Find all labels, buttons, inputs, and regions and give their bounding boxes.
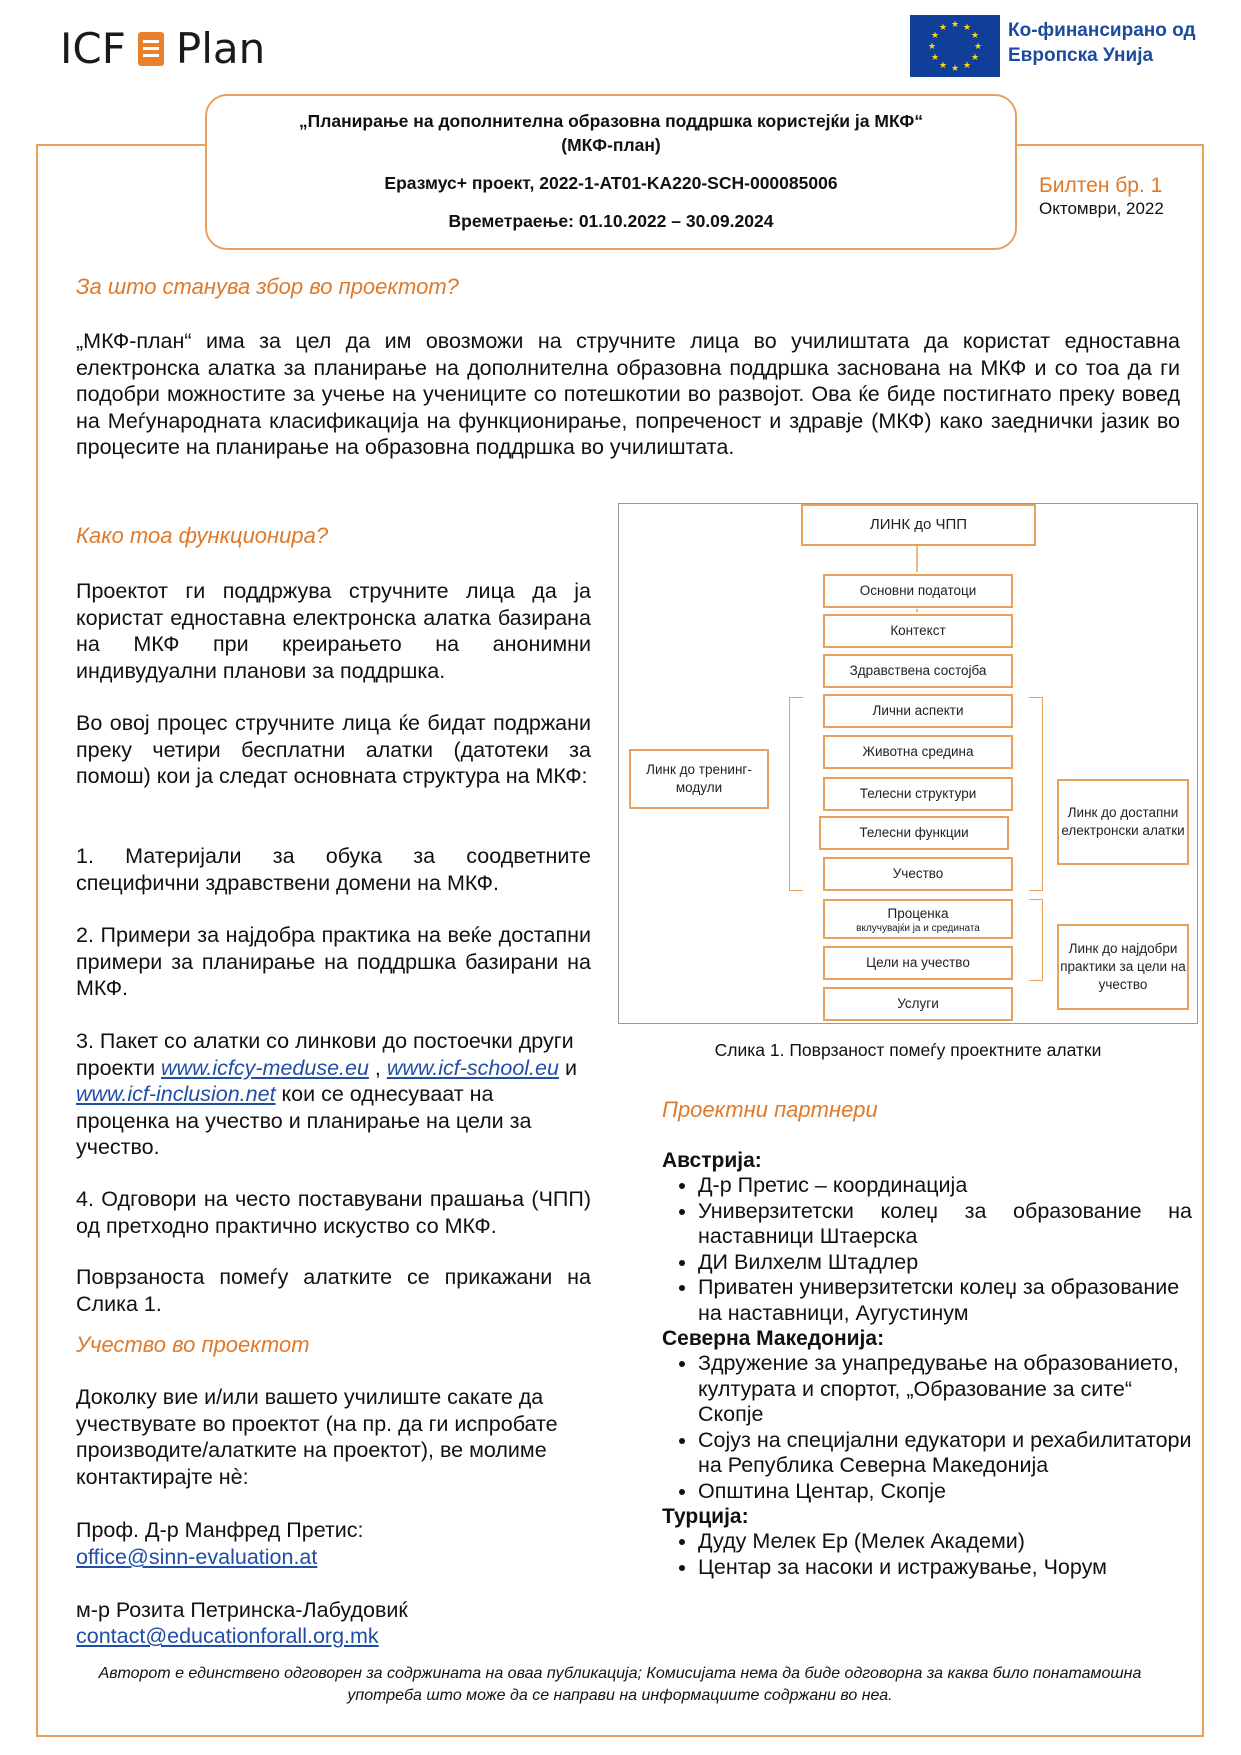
list-item: • Универзитетски колеџ за образование на наставници Штаерска — [698, 1199, 1192, 1250]
macedonia-partners — [662, 1351, 1192, 1504]
tool-item-3 — [76, 1028, 591, 1161]
list-item: • Центар за насоки и истражување, Чорум — [698, 1555, 1192, 1581]
logo-text-icf: ICF — [60, 24, 126, 73]
section-heading-how: Како тоа функционира? — [76, 523, 329, 548]
diagram-participation-goals: Цели на учество — [823, 946, 1013, 980]
contact-2-name: м-р Розита Петринска-Лабудовиќ — [76, 1598, 408, 1622]
svg-text:★: ★ — [970, 52, 980, 62]
project-code: Еразмус+ проект, 2022-1-AT01-KA220-SCH-000085006 — [384, 173, 838, 193]
svg-text:★: ★ — [930, 52, 940, 62]
svg-text:★: ★ — [950, 19, 960, 29]
diagram-body-functions: Телесни функции — [819, 816, 1009, 850]
figure-caption: Слика 1. Поврзаност помеѓу проектните алатки — [714, 1040, 1102, 1060]
diagram-personal-aspects: Лични аспекти — [823, 694, 1013, 728]
diagram-assessment — [823, 899, 1013, 939]
turkey-partners — [662, 1529, 1192, 1580]
svg-text:★: ★ — [930, 30, 940, 40]
project-header-box — [205, 94, 1017, 250]
document-icon — [138, 32, 164, 66]
svg-text:★: ★ — [950, 63, 960, 73]
disclaimer-footer: Авторот е единствено одговорен за содржината на оваа публикација; Комисијата нема да биде одговорна за каква било понатамошна употреба што може да се направи на информациите содржани во неа. — [98, 1665, 1142, 1704]
diagram-assessment-sub: вклучувајќи ја и средината — [856, 922, 980, 934]
link-icf-school[interactable]: www.icf-school.eu — [386, 1055, 559, 1080]
link-icfcy-meduse[interactable]: www.icfcy-meduse.eu — [161, 1055, 369, 1080]
project-title — [207, 109, 1015, 157]
list-item: • Дуду Мелек Ер (Мелек Академи) — [698, 1529, 1192, 1555]
diagram-health-condition: Здравствена состојба — [823, 654, 1013, 688]
diagram-faq-link: ЛИНК до ЧПП — [801, 504, 1036, 546]
list-item: • Општина Центар, Скопје — [698, 1479, 1192, 1505]
eu-cofunding-label — [1008, 18, 1196, 68]
eu-line-2: Европска Унија — [1008, 45, 1154, 66]
section-heading-partners: Проектни партнери — [662, 1097, 878, 1122]
link-separator-comma: , — [374, 1055, 381, 1080]
contact-1-email-link[interactable]: office@sinn-evaluation.at — [76, 1545, 318, 1569]
country-austria: Австрија: — [662, 1149, 762, 1172]
list-item: • Д-р Претис – координација — [698, 1173, 1192, 1199]
logo-text-plan: Plan — [175, 24, 266, 73]
bulletin-number: Билтен бр. 1 — [1039, 174, 1163, 197]
how-paragraph-1: Проектот ги поддржува стручните лица да ја користат едноставна електронска алатка базирана на МКФ при креирањето на анонимни индивудуални планови за поддршка. — [76, 579, 591, 683]
diagram-environment: Животна средина — [823, 735, 1013, 769]
tools-diagram — [618, 503, 1198, 1024]
diagram-body-structures: Телесни структури — [823, 777, 1013, 811]
svg-text:★: ★ — [938, 22, 948, 32]
contact-1-name: Проф. Д-р Манфред Претис: — [76, 1518, 364, 1542]
diagram-assessment-label: Проценка — [887, 905, 949, 921]
austria-partners — [662, 1173, 1192, 1326]
diagram-training-link: Линк до тренинг-модули — [629, 749, 769, 809]
svg-text:★: ★ — [938, 60, 948, 70]
diagram-right-bracket-lower — [1029, 899, 1043, 981]
participation-paragraph: Доколку вие и/или вашето училиште сакате да учествувате во проектот (на пр. да ги испробате производите/алатките на проектот), ве молиме контактирајте нè: — [76, 1385, 558, 1489]
link-separator-and: и — [564, 1055, 577, 1080]
eu-line-1: Ко-финансирано од — [1008, 20, 1196, 41]
diagram-etools-link: Линк до достапни електронски алатки — [1057, 779, 1189, 865]
diagram-left-bracket — [789, 697, 803, 891]
diagram-right-bracket-upper — [1029, 697, 1043, 891]
how-paragraph-2: Во овој процес стручните лица ќе бидат подржани преку четири бесплатни алатки (датотеки за помош) кои ја следат основната структура на МКФ: — [76, 711, 591, 788]
tool-item-4: 4. Одговори на често поставувани прашања (ЧПП) од претходно практично искуство со МКФ. — [76, 1187, 591, 1238]
list-item: • Здружение за унапредување на образованието, културата и спортот, „Образование за сите“ Скопје — [698, 1351, 1192, 1428]
svg-text:★: ★ — [973, 41, 983, 51]
diagram-basic-data: Основни податоци — [823, 574, 1013, 608]
bulletin-date: Октомври, 2022 — [1039, 199, 1164, 218]
partners-list — [662, 1148, 1192, 1580]
eu-flag-icon — [910, 15, 1000, 77]
about-paragraph: „МКФ-план“ има за цел да им овозможи на стручните лица во училиштата да користат едноставна електронска алатка за планирање на дополнителна образовна поддршка заснована на МКФ и со тоа да ги подобри можностите за учење на учениците со потешкотии во развојот. Ова ќе биде постигнато преку вовед на Меѓународната класификација на функционирање, попреченост и здравје (МКФ) како заеднички јазик во процесите на планирање на образовна поддршка во училиштата. — [76, 329, 1180, 459]
svg-text:★: ★ — [962, 60, 972, 70]
svg-text:★: ★ — [927, 41, 937, 51]
section-heading-participation: Учество во проектот — [76, 1332, 310, 1357]
svg-text:★: ★ — [962, 22, 972, 32]
connection-paragraph: Поврзаноста помеѓу алатките се прикажани на Слика 1. — [76, 1265, 591, 1316]
country-north-macedonia: Северна Македонија: — [662, 1327, 885, 1350]
tool-item-1: 1. Материјали за обука за соодветните специфични здравствени домени на МКФ. — [76, 844, 591, 895]
country-turkey: Турција: — [662, 1505, 749, 1528]
diagram-best-practice-link: Линк до најдобри практики за цели на учество — [1057, 924, 1189, 1010]
diagram-participation: Учество — [823, 857, 1013, 891]
title-line-1: „Планирање на дополнителна образовна поддршка користејќи ја МКФ“ — [298, 111, 924, 131]
link-icf-inclusion[interactable]: www.icf-inclusion.net — [76, 1082, 276, 1106]
tool-item-3-outro: кои се однесуваат на проценка на учество и планирање на цели за учество. — [76, 1082, 532, 1159]
diagram-context: Контекст — [823, 614, 1013, 648]
tool-item-2: 2. Примери за најдобра практика на веќе достапни примери за планирање на поддршка базирани на МКФ. — [76, 923, 591, 1000]
list-item: • Сојуз на специјални едукатори и рехабилитатори на Република Северна Македонија — [698, 1428, 1192, 1479]
diagram-services: Услуги — [823, 987, 1013, 1021]
svg-text:★: ★ — [970, 30, 980, 40]
icf-plan-logo — [60, 24, 265, 73]
list-item: • Приватен универзитетски колеџ за образование на наставници, Аугустинум — [698, 1275, 1192, 1326]
title-line-2: (МКФ-план) — [561, 135, 661, 155]
section-heading-about: За што станува збор во проектот? — [76, 274, 459, 299]
list-item: • ДИ Вилхелм Штадлер — [698, 1250, 1192, 1276]
tool-item-3-intro: 3. Пакет со алатки со линкови до постоечки други проекти — [76, 1029, 574, 1080]
project-duration: Времетраење: 01.10.2022 – 30.09.2024 — [448, 211, 774, 231]
contact-2-email-link[interactable]: contact@educationforall.org.mk — [76, 1624, 379, 1648]
